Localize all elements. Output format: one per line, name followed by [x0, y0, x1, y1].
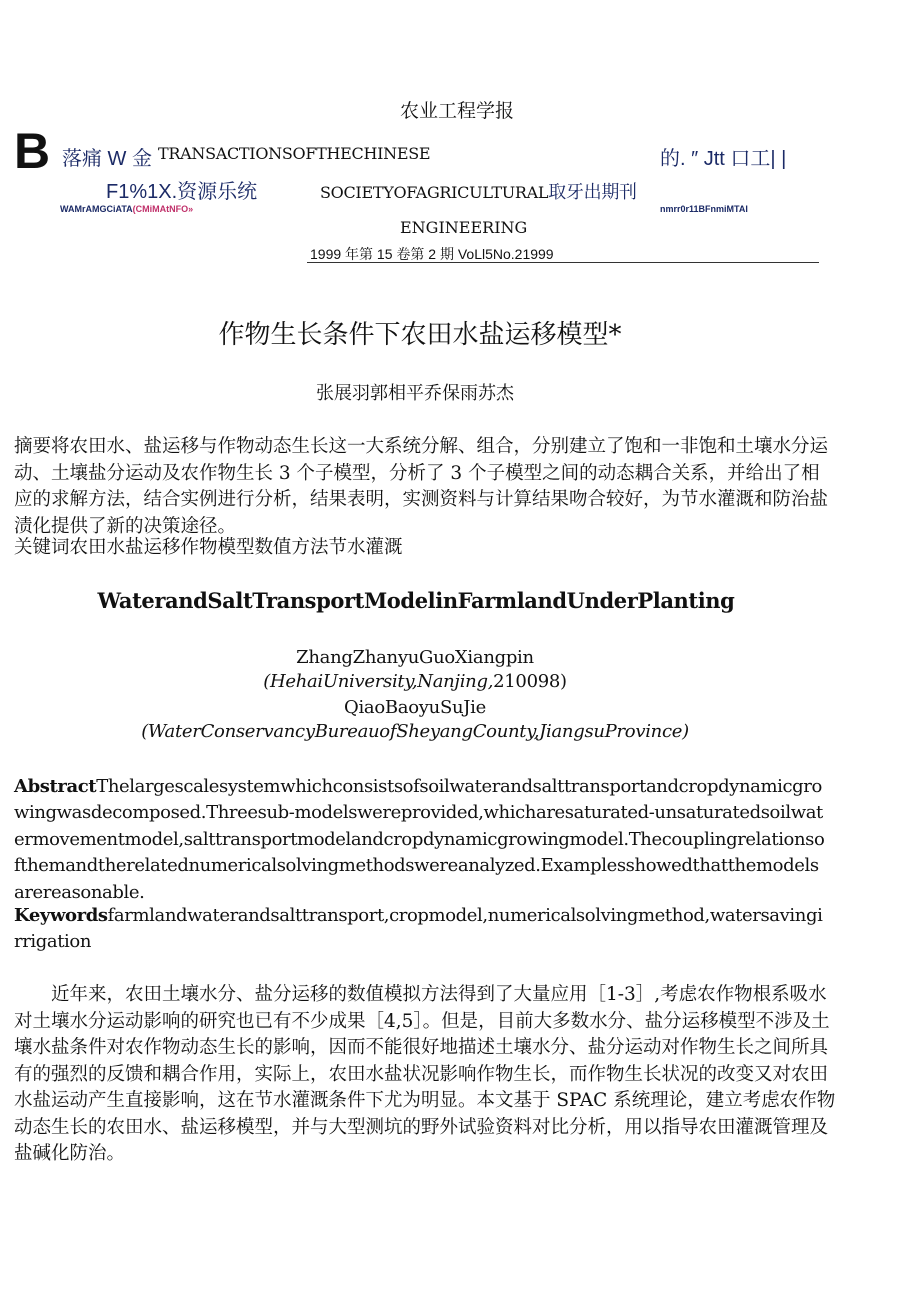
issue-info: 1999 年第 15 卷第 2 期 VoLl5No.21999 [310, 246, 554, 262]
header-right-line-2: nmrr0r11BFnmiMTAI [660, 204, 748, 214]
journal-title-en-line-2-text: SOCIETYOFAGRICULTURAL [320, 183, 549, 202]
article-title-cn: 作物生长条件下农田水盐运移模型* [218, 320, 622, 350]
header-right-line-1: 的. ″ Jtt 口工| | [660, 148, 787, 170]
authors-en-1: ZhangZhanyuGuoXiangpin [296, 647, 534, 668]
article-title-en: WaterandSaltTransportModelinFarmlandUnderPlanting [97, 588, 735, 613]
abstract-cn: 摘要将农田水、盐运移与作物动态生长这一大系统分解、组合，分别建立了饱和一非饱和土壤水分运动、土壤盐分运动及农作物生长 3 个子模型，分析了 3 个子模型之间的动态耦合关系，并给出了相应的求解方法，结合实例进行分析，结果表明，实测资料与计算结果吻合较好，为节水灌溉和防治盐渍化提供了新的决策途径。 [14, 436, 829, 537]
journal-title-cn: 农业工程学报 [400, 100, 515, 122]
journal-title-en-line-2-cn: 取牙出期刊 [548, 182, 637, 202]
authors-en-2: QiaoBaoyuSuJie [344, 697, 486, 718]
affiliation-en-2: (WaterConservancyBureauofSheyangCounty,JiangsuProvince) [141, 721, 689, 742]
journal-logo-letter: B [14, 123, 51, 179]
logo-text-line-1: 落痛 W 金 [62, 148, 152, 170]
keywords-en-text: farmlandwaterandsalttransport,cropmodel,numericalsolvingmethod,watersavingirrigation [14, 905, 823, 953]
journal-title-en-line-1: TRANSACTIONSOFTHECHINESE [158, 144, 431, 163]
affiliation-en-1-name: (HehaiUniversity,Nanjing, [263, 671, 494, 692]
journal-title-en-line-3: ENGINEERING [400, 218, 528, 237]
keywords-cn: 关键词农田水盐运移作物模型数值方法节水灌溉 [14, 537, 403, 558]
abstract-en [14, 774, 826, 906]
affiliation-en-1-code: 210098) [493, 671, 567, 692]
journal-title-en-line-2 [320, 178, 637, 204]
abstract-en-label: Abstract [14, 776, 97, 797]
abstract-en-text: Thelargescalesystemwhichconsistsofsoilwaterandsalttransportandcropdynamicgrowingwasdecomposed.Threesub-modelswereprovided,whicharesaturated-unsaturatedsoilwatermovementmodel,salttransportmodelandcropdynamicgrowingmodel.Thecouplingrelationsofthemandtherelatednumericalsolvingmethodswereanalyzed.Examplesshowedthatthemodelsarereasonable. [14, 776, 825, 903]
header-divider [307, 262, 819, 263]
logo-text-line-3a: WAMrAMGCiATA [60, 204, 133, 214]
keywords-en-label: Keywords [14, 905, 108, 926]
logo-text-line-3b: (CMiMAtNFO» [132, 204, 194, 214]
logo-text-line-2: F1%1X.资源乐统 [106, 181, 258, 203]
body-paragraph-1: 近年来，农田土壤水分、盐分运移的数值模拟方法得到了大量应用［1-3］,考虑农作物根系吸水对土壤水分运动影响的研究也已有不少成果［4,5］。但是，目前大多数水分、盐分运移模型不涉及土壤水盐条件对农作物动态生长的影响，因而不能很好地描述土壤水分、盐分运动对作物生长之间所具有的强烈的反馈和耦合作用，实际上，农田水盐状况影响作物生长，而作物生长状况的改变又对农田水盐运动产生直接影响，这在节水灌溉条件下尤为明显。本文基于 SPAC 系统理论，建立考虑农作物动态生长的农田水、盐运移模型，并与大型测坑的野外试验资料对比分析，用以指导农田灌溉管理及盐碱化防治。 [14, 984, 836, 1164]
keywords-en [14, 903, 826, 956]
authors-cn: 张展羽郭相平乔保雨苏杰 [316, 383, 514, 404]
logo-text-line-3 [60, 204, 193, 214]
affiliation-en-1 [0, 671, 830, 692]
